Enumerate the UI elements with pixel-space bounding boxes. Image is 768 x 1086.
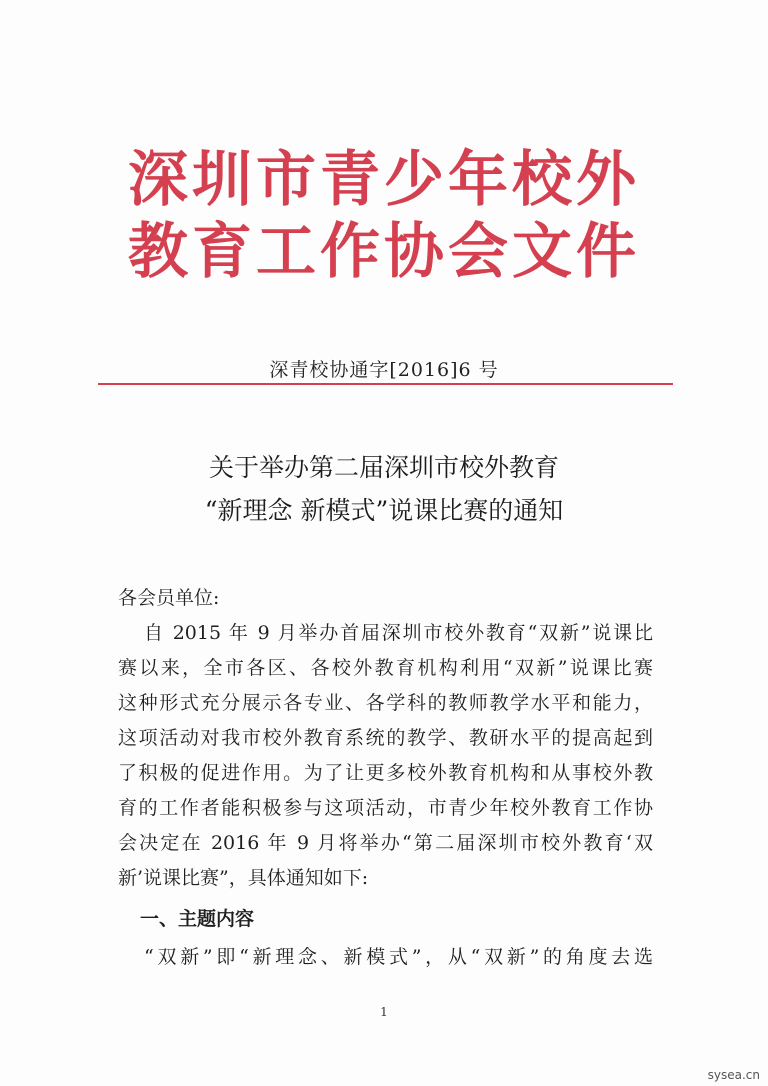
body-paragraph (118, 616, 653, 896)
salutation: 各会员单位: (118, 587, 220, 609)
document-header-line2: 教育工作协会文件 (128, 217, 640, 287)
body-line: 自 2015 年 9 月举办首届深圳市校外教育“双新”说课比 (144, 622, 653, 644)
watermark: sysea.cn (707, 1068, 760, 1082)
document-number: 深青校协通字[2016]6 号 (269, 359, 499, 381)
body-line: 赛以来，全市各区、各校外教育机构利用“双新”说课比赛 (118, 657, 653, 679)
page-number: 1 (380, 1005, 388, 1019)
document-header-line1: 深圳市青少年校外 (128, 145, 640, 215)
notice-title-line1: 关于举办第二届深圳市校外教育 (208, 453, 559, 482)
red-divider-line (98, 383, 673, 385)
section-heading: 一、主题内容 (140, 908, 255, 930)
section-text: “双新”即“新理念、新模式”，从“双新”的角度去选 (144, 946, 653, 968)
body-line: 育的工作者能积极参与这项活动，市青少年校外教育工作协 (118, 797, 653, 819)
body-line: 这种形式充分展示各专业、各学科的教师教学水平和能力， (118, 692, 653, 714)
body-line: 这项活动对我市校外教育系统的教学、教研水平的提高起到 (118, 727, 653, 749)
body-line: 会决定在 2016 年 9 月将举办“第二届深圳市校外教育‘双 (118, 832, 653, 854)
notice-title-line2: “新理念 新模式”说课比赛的通知 (204, 496, 564, 525)
body-line: 新’说课比赛”，具体通知如下: (118, 867, 369, 889)
body-line: 了积极的促进作用。为了让更多校外教育机构和从事校外教 (118, 762, 653, 784)
